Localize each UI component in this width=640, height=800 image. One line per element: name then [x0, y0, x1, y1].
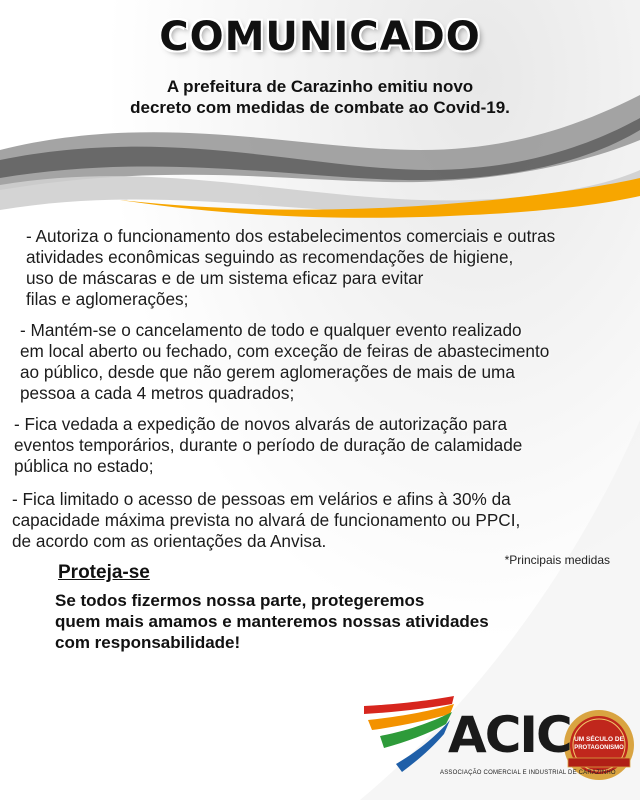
measure-line: capacidade máxima prevista no alvará de funcionamento ou PPCI,	[12, 510, 521, 530]
measure-line: em local aberto ou fechado, com exceção de feiras de abastecimento	[20, 341, 550, 361]
footnote: *Principais medidas	[504, 553, 610, 567]
measure-line: ao público, desde que não gerem aglomerações de mais de uma	[20, 362, 515, 382]
measure-line: - Mantém-se o cancelamento de todo e qualquer evento realizado	[20, 320, 522, 340]
subtitle-line: A prefeitura de Carazinho emitiu novo	[166, 77, 474, 96]
protect-line: quem mais amamos e manteremos nossas atividades	[55, 612, 489, 631]
measure-item	[14, 414, 522, 477]
measure-line: filas e aglomerações;	[26, 289, 189, 309]
measure-line: - Fica limitado o acesso de pessoas em velários e afins à 30% da	[12, 489, 511, 509]
measure-line: eventos temporários, durante o período de duração de calamidade	[14, 435, 523, 455]
measure-line: pessoa a cada 4 metros quadrados;	[20, 383, 295, 403]
protect-message	[55, 590, 489, 653]
measure-line: pública no estado;	[14, 456, 154, 476]
measure-item	[12, 489, 520, 552]
measure-item	[26, 226, 555, 310]
protect-line: Se todos fizermos nossa parte, protegeremos	[55, 591, 425, 610]
protect-heading: Proteja-se	[58, 562, 150, 583]
measure-line: - Autoriza o funcionamento dos estabelecimentos comerciais e outras	[26, 226, 556, 246]
page-title: COMUNICADO	[159, 14, 481, 60]
subtitle	[0, 76, 640, 118]
measure-line: - Fica vedada a expedição de novos alvarás de autorização para	[14, 414, 508, 434]
subtitle-line: decreto com medidas de combate ao Covid-19.	[130, 98, 510, 117]
protect-line: com responsabilidade!	[55, 633, 241, 652]
measure-line: uso de máscaras e de um sistema eficaz para evitar	[26, 268, 424, 288]
acic-logo-text: ACIC	[448, 706, 571, 764]
acic-logo-subtitle: ASSOCIAÇÃO COMERCIAL E INDUSTRIAL DE CARAZINHO	[440, 770, 616, 776]
measure-line: de acordo com as orientações da Anvisa.	[12, 531, 327, 551]
seal-text-line: UM SÉCULO DE	[574, 736, 624, 743]
seal-ribbon	[568, 758, 630, 767]
seal-text-line: PROTAGONISMO	[574, 745, 624, 751]
measure-line: atividades econômicas seguindo as recomendações de higiene,	[26, 247, 514, 267]
measure-item	[20, 320, 549, 404]
